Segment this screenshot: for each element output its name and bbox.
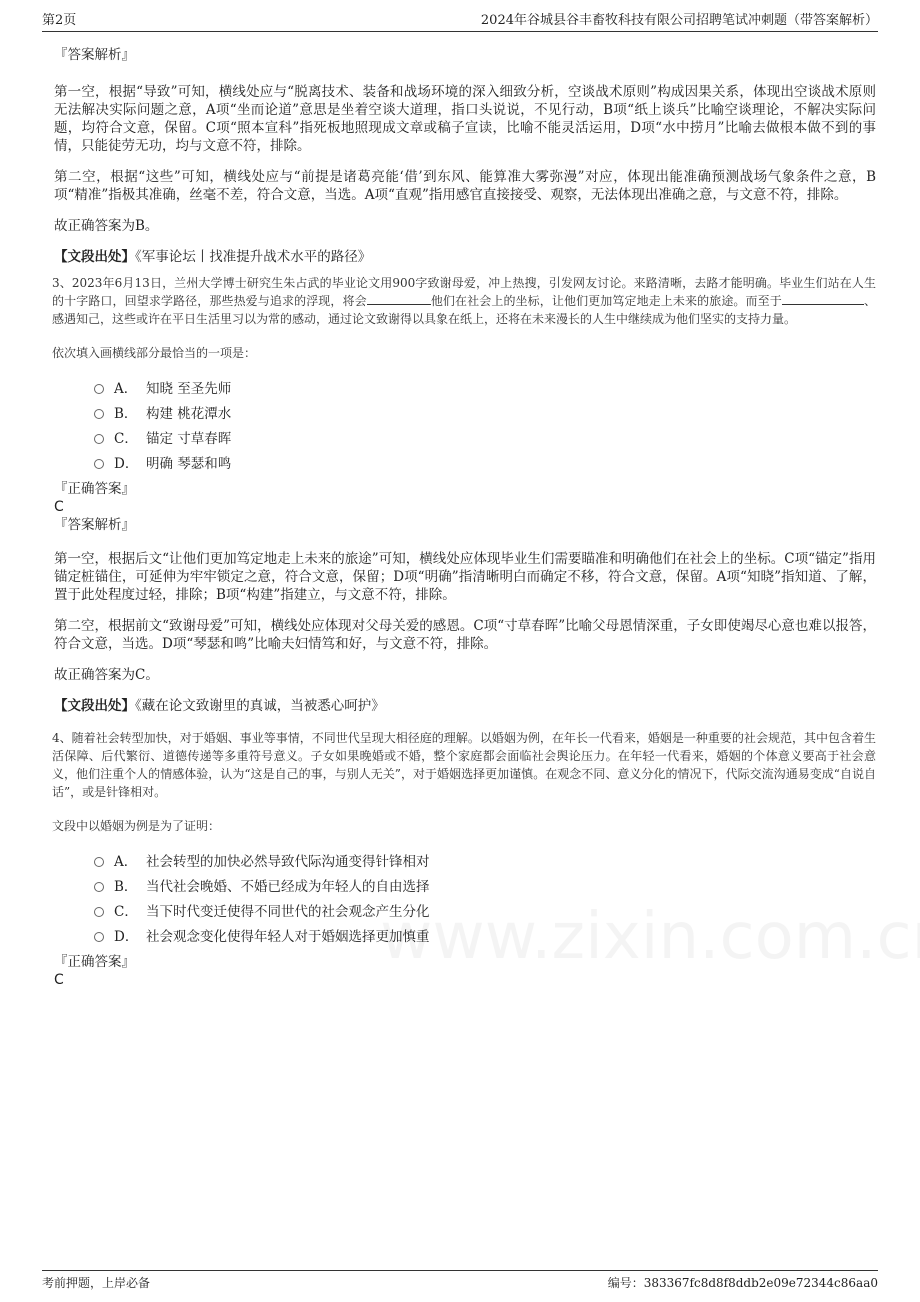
option-d[interactable]: D． 明确 琴瑟和鸣 [94,449,876,474]
radio-icon[interactable] [94,932,104,942]
fill-blank-1 [367,293,431,305]
analysis-label: 『答案解析』 [54,517,135,533]
answer-conclusion: 故正确答案为B。 [54,218,159,234]
analysis-paragraph: 第一空，根据“导致”可知，横线处应与“脱离技术、装备和战场环境的深入细致分析，空谈战术原则”构成因果关系，体现出空谈战术原则无法解决实际问题之意，A项“坐而论道”意思是坐着空谈大道理，指口头说说，不见行动，B项“纸上谈兵”比喻空谈理论，不解决实际问题，均符合文意，保留。C项“照本宣科”指死板地照现成文章或稿子宣读，比喻不能灵活运用，D项“水中捞月”比喻去做根本做不到的事情，只能徒劳无功，均与文意不符，排除。 [54,84,876,154]
answer-label: 『正确答案』 [54,481,135,497]
radio-icon[interactable] [94,882,104,892]
footer-slogan: 考前押题，上岸必备 [42,1276,151,1290]
option-c[interactable]: C． 当下时代变迁使得不同世代的社会观念产生分化 [94,897,876,922]
radio-icon[interactable] [94,459,104,469]
option-a[interactable]: A． 知晓 至圣先师 [94,374,876,399]
answer-label: 『正确答案』 [54,954,135,970]
radio-icon[interactable] [94,857,104,867]
page-content [54,42,876,989]
page-header [42,10,878,32]
analysis-label: 『答案解析』 [54,47,135,63]
document-id: 编号：383367fc8d8f8ddb2e09e72344c86aa0 [607,1276,878,1290]
correct-answer: C [54,499,64,515]
source-line [54,248,876,266]
options-list [54,374,876,474]
source-title: 《军事论坛丨找准提升战术水平的路径》 [135,249,372,265]
answer-conclusion: 故正确答案为C。 [54,667,159,683]
option-b[interactable]: B． 构建 桃花潭水 [94,399,876,424]
page-number: 第2页 [42,13,77,28]
radio-icon[interactable] [94,907,104,917]
question-prompt: 文段中以婚姻为例是为了证明： [52,819,221,833]
radio-icon[interactable] [94,384,104,394]
correct-answer: C [54,972,64,988]
document-title: 2024年谷城县谷丰畜牧科技有限公司招聘笔试冲刺题（带答案解析） [480,13,878,28]
question-stem: 4、随着社会转型加快，对于婚姻、事业等事情，不同世代呈现大相径庭的理解。以婚姻为例，在年长一代看来，婚姻是一种重要的社会规范，其中包含着生活保障、后代繁衍、道德传递等多重符号意义。子女如果晚婚或不婚，整个家庭都会面临社会舆论压力。在年轻一代看来，婚姻的个体意义要高于社会意义，他们注重个人的情感体验，认为“这是自己的事，与别人无关”，对于婚姻选择更加谨慎。在观念不同、意义分化的情况下，代际交流沟通易变成“自说自话”，或是针锋相对。 [52,731,876,799]
source-title: 《藏在论文致谢里的真诚，当被悉心呵护》 [135,698,385,714]
question-prompt: 依次填入画横线部分最恰当的一项是： [52,346,257,360]
analysis-paragraph: 第一空，根据后文“让他们更加笃定地走上未来的旅途”可知，横线处应体现毕业生们需要瞄准和明确他们在社会上的坐标。C项“锚定”指用锚定桩锚住，可延伸为牢牢锁定之意，符合文意，保留；D项“明确”指清晰明白而确定不移，符合文意，保留。A项“知晓”指知道、了解，置于此处程度过轻，排除；B项“构建”指建立，与文意不符，排除。 [54,551,876,603]
radio-icon[interactable] [94,434,104,444]
radio-icon[interactable] [94,409,104,419]
analysis-paragraph: 第二空，根据“这些”可知，横线处应与“前提是诸葛亮能‘借’到东风、能算准大雾弥漫”对应，体现出能准确预测战场气象条件之意，B项“精准”指极其准确，丝毫不差，符合文意，当选。A项“直观”指用感官直接接受、观察，无法体现出准确之意，与文意不符，排除。 [54,169,876,203]
option-b[interactable]: B． 当代社会晚婚、不婚已经成为年轻人的自由选择 [94,872,876,897]
source-line [54,697,876,715]
options-list [54,847,876,947]
question-stem: 3、2023年6月13日，兰州大学博士研究生朱占武的毕业论文用900字致谢母爱，冲上热搜，引发网友讨论。来路清晰，去路才能明确。毕业生们站在人生的十字路口，回望求学路径，那些热爱与追求的浮现，将会 他们在社会上的坐标，让他们更加笃定地走上未来的旅途。而至于 、感遇知己，这些或许在平日生活里习以为常的感动，通过论文致谢得以具象在纸上，还将在未来漫长的人生中继续成为他们坚实的支持力量。 [52,276,876,326]
source-label: 【文段出处】 [54,249,135,265]
page-footer [42,1270,878,1294]
analysis-paragraph: 第二空，根据前文“致谢母爱”可知，横线处应体现对父母关爱的感恩。C项“寸草春晖”比喻父母恩情深重，子女即使竭尽心意也难以报答，符合文意，当选。D项“琴瑟和鸣”比喻夫妇情笃和好，与文意不符，排除。 [54,618,876,652]
option-c[interactable]: C． 锚定 寸草春晖 [94,424,876,449]
option-a[interactable]: A． 社会转型的加快必然导致代际沟通变得针锋相对 [94,847,876,872]
source-label: 【文段出处】 [54,698,135,714]
fill-blank-2 [782,293,864,305]
option-d[interactable]: D． 社会观念变化使得年轻人对于婚姻选择更加慎重 [94,922,876,947]
